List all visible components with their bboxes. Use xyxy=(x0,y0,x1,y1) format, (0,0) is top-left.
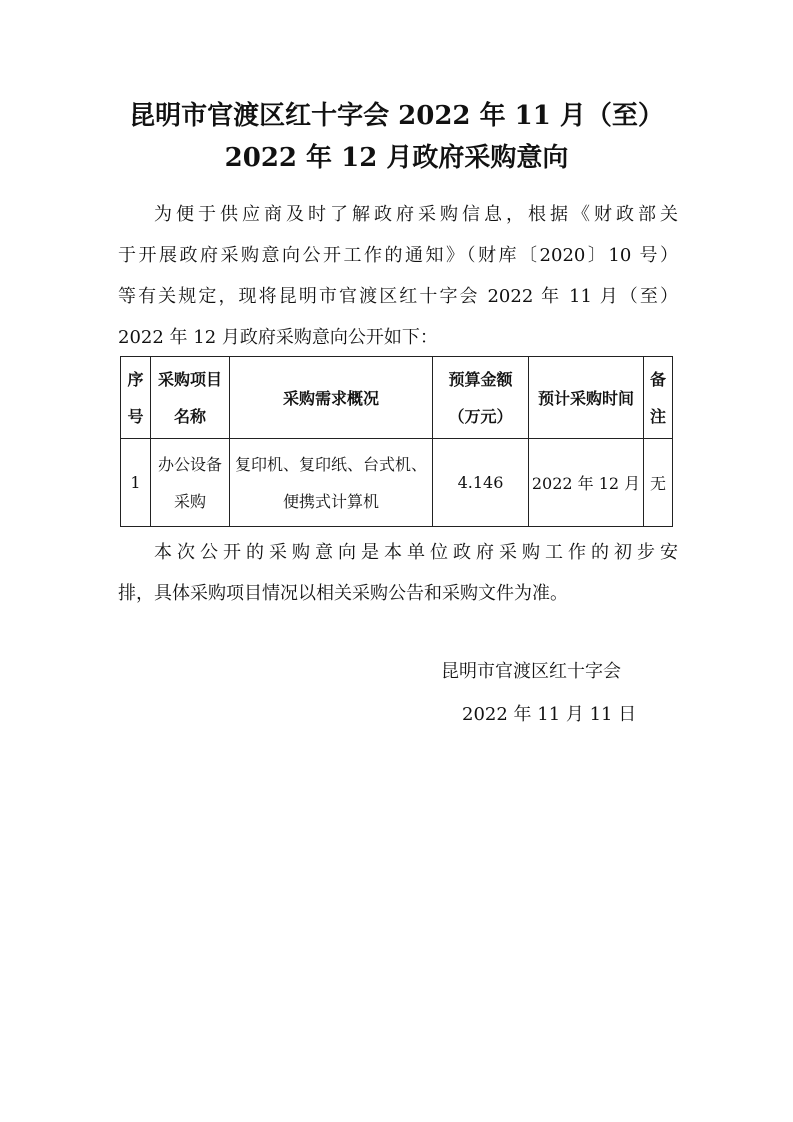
cell-summary: 复印机、复印纸、台式机、 便携式计算机 xyxy=(230,439,433,527)
signature-date: 2022 年 11 月 11 日 xyxy=(462,704,637,725)
intro-line: 为便于供应商及时了解政府采购信息，根据《财政部关 xyxy=(154,204,678,225)
closing-paragraph xyxy=(118,532,678,614)
header-seq: 序 号 xyxy=(121,357,151,439)
table-header-row xyxy=(121,357,673,439)
intro-paragraph xyxy=(118,194,678,358)
procurement-table xyxy=(120,356,673,527)
header-project-name: 采购项目 名称 xyxy=(151,357,230,439)
intro-line: 2022 年 12 月政府采购意向公开如下： xyxy=(118,327,438,348)
cell-project-name: 办公设备 采购 xyxy=(151,439,230,527)
document-title-line-2: 2022 年 12 月政府采购意向 xyxy=(224,143,569,173)
cell-budget: 4.146 xyxy=(433,439,529,527)
intro-line: 等有关规定，现将昆明市官渡区红十字会 2022 年 11 月（至） xyxy=(118,286,678,307)
header-summary: 采购需求概况 xyxy=(230,357,433,439)
table-row xyxy=(121,439,673,527)
signature-organization: 昆明市官渡区红十字会 xyxy=(441,661,621,682)
intro-line: 于开展政府采购意向公开工作的通知》（财库〔2020〕10 号） xyxy=(118,245,678,266)
document-title-line-1: 昆明市官渡区红十字会 2022 年 11 月（至） xyxy=(129,101,664,131)
closing-line: 本次公开的采购意向是本单位政府采购工作的初步安 xyxy=(154,542,678,563)
header-remark: 备 注 xyxy=(644,357,673,439)
header-purchase-time: 预计采购时间 xyxy=(529,357,644,439)
header-budget: 预算金额 （万元） xyxy=(433,357,529,439)
cell-remark: 无 xyxy=(644,439,673,527)
cell-seq: 1 xyxy=(121,439,151,527)
closing-line: 排，具体采购项目情况以相关采购公告和采购文件为准。 xyxy=(118,583,568,604)
cell-purchase-time: 2022 年 12 月 xyxy=(529,439,644,527)
